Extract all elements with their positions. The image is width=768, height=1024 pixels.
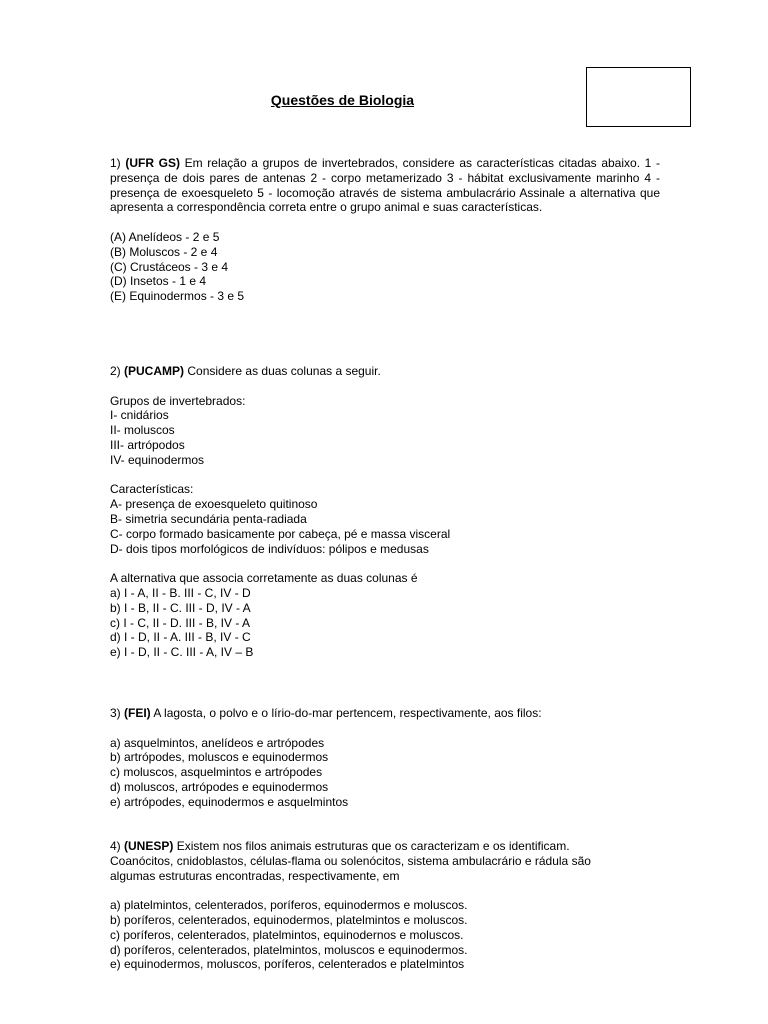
question-3 (110, 706, 660, 810)
option: d) poríferos, celenterados, platelmintos, moluscos e equinodermos. (110, 942, 468, 957)
option: b) I - B, II - C. III - D, IV - A (110, 600, 251, 615)
question-number: 2) (110, 364, 121, 378)
question-4-text-line-3: algumas estruturas encontradas, respectivamente, em (110, 868, 400, 883)
option: b) artrópodes, moluscos e equinodermos (110, 750, 329, 765)
question-source: (PUCAMP) (124, 364, 185, 378)
option: b) poríferos, celenterados, equinodermos, platelmintos e moluscos. (110, 912, 468, 927)
question-body: Considere as duas colunas a seguir. (187, 364, 381, 378)
list-item: D- dois tipos morfológicos de indivíduos: pólipos e medusas (110, 541, 429, 556)
question-number: 4) (110, 839, 121, 853)
option: e) I - D, II - C. III - A, IV – B (110, 645, 254, 660)
chars-title: Características: (110, 482, 194, 497)
question-2 (110, 364, 660, 660)
option: (B) Moluscos - 2 e 4 (110, 244, 218, 259)
option: e) equinodermos, moluscos, poríferos, celenterados e platelmintos (110, 957, 465, 972)
list-item: I- cnidários (110, 408, 169, 423)
option: e) artrópodes, equinodermos e asquelmintos (110, 794, 349, 809)
page-title: Questões de Biologia (270, 92, 415, 108)
option: (D) Insetos - 1 e 4 (110, 274, 207, 289)
option: (A) Anelídeos - 2 e 5 (110, 229, 220, 244)
list-item: A- presença de exoesqueleto quitinoso (110, 497, 318, 512)
option: c) I - C, II - D. III - B, IV - A (110, 615, 251, 630)
list-item: II- moluscos (110, 423, 175, 438)
question-4-text-line-2: Coanócitos, cnidoblastos, células-flama ou solenócitos, sistema ambulacrário e rádula são (110, 853, 591, 868)
question-number: 3) (110, 706, 121, 720)
question-source: (FEI) (124, 706, 151, 720)
option: c) poríferos, celenterados, platelmintos, equinodernos e moluscos. (110, 927, 464, 942)
option: a) platelmintos, celenterados, poríferos, equinodermos e moluscos. (110, 898, 468, 913)
question-body: Existem nos filos animais estruturas que os caracterizam e os identificam. (176, 839, 570, 853)
option: c) moluscos, asquelmintos e artrópodes (110, 765, 323, 780)
option: (C) Crustáceos - 3 e 4 (110, 259, 229, 274)
question-1-text (110, 156, 660, 215)
option: a) I - A, II - B. III - C, IV - D (110, 585, 251, 600)
question-2-text (110, 364, 660, 379)
option: d) I - D, II - A. III - B, IV - C (110, 630, 251, 645)
list-item: III- artrópodos (110, 437, 185, 452)
question-prompt: A alternativa que associa corretamente as duas colunas é (110, 571, 418, 586)
groups-title: Grupos de invertebrados: (110, 393, 246, 408)
question-source: (UFR GS) (125, 156, 180, 170)
question-source: (UNESP) (124, 839, 174, 853)
question-body: Em relação a grupos de invertebrados, considere as características citadas abaixo. 1 - presença de dois pares de antenas 2 - corpo metamerizado 3 - hábitat exclusivamente marinho 4 - presença de exoesqueleto 5 - locomoção através de sistema ambulacrário Assinale a alternativa que apresenta a correspondência correta entre o grupo animal e suas características. (110, 156, 660, 215)
question-1 (110, 156, 660, 304)
blank-box (586, 67, 691, 127)
list-item: B- simetria secundária penta-radiada (110, 511, 307, 526)
option: d) moluscos, artrópodes e equinodermos (110, 779, 329, 794)
question-3-text (110, 706, 660, 721)
list-item: IV- equinodermos (110, 452, 205, 467)
question-body: A lagosta, o polvo e o lírio-do-mar pertencem, respectivamente, aos filos: (153, 706, 542, 720)
option: (E) Equinodermos - 3 e 5 (110, 289, 245, 304)
list-item: C- corpo formado basicamente por cabeça, pé e massa visceral (110, 526, 451, 541)
question-4 (110, 839, 660, 972)
question-number: 1) (110, 156, 121, 170)
option: a) asquelmintos, anelídeos e artrópodes (110, 735, 325, 750)
question-4-text-line-1 (110, 839, 660, 854)
